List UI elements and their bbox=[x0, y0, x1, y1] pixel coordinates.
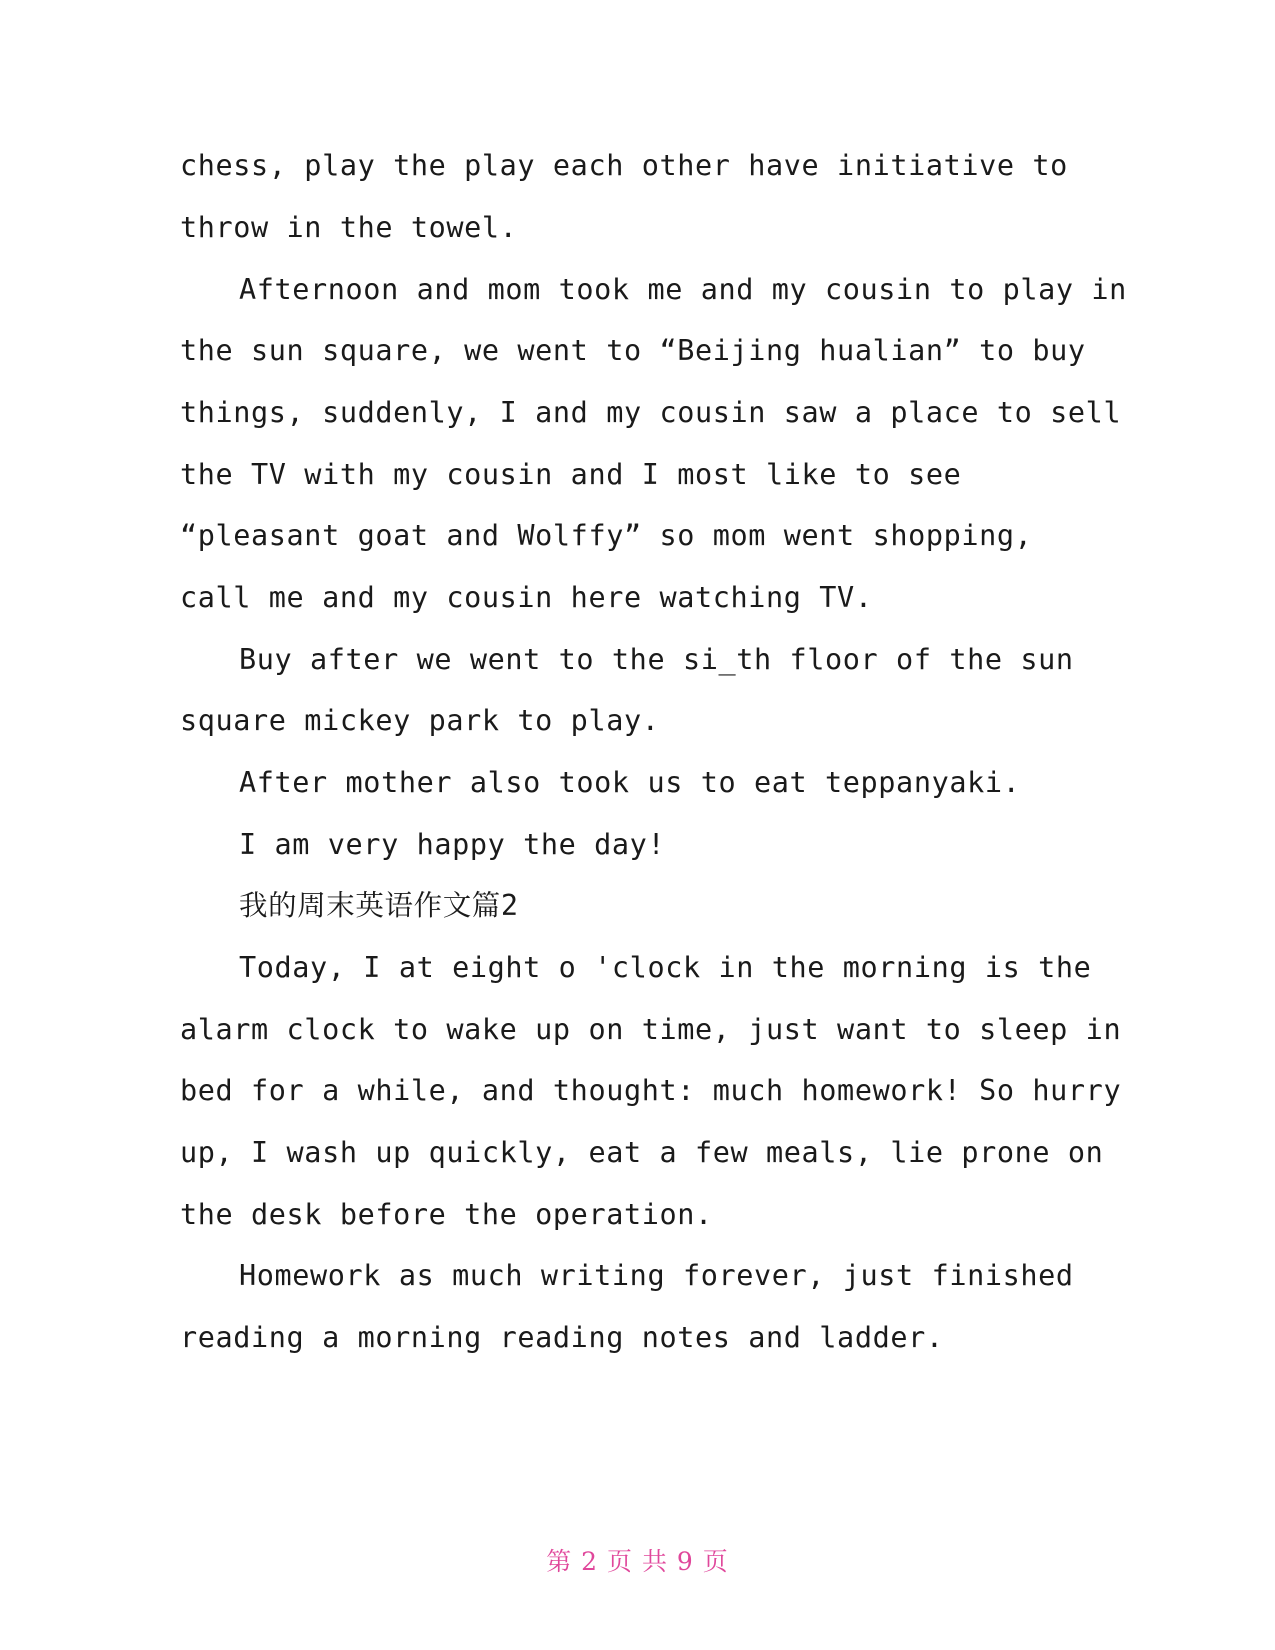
text-line: chess, play the play each other have initiative to bbox=[180, 149, 1068, 182]
text-line: up, I wash up quickly, eat a few meals, lie prone on bbox=[180, 1136, 1104, 1169]
paragraph-start: I am very happy the day! bbox=[239, 828, 666, 861]
text-line: reading a morning reading notes and ladder. bbox=[180, 1321, 944, 1354]
text-line: call me and my cousin here watching TV. bbox=[180, 581, 873, 614]
paragraph-start: Homework as much writing forever, just finished bbox=[239, 1259, 1074, 1292]
page-footer bbox=[0, 1546, 1275, 1578]
paragraph-start: Afternoon and mom took me and my cousin to play in bbox=[239, 273, 1127, 306]
text-line: alarm clock to wake up on time, just want to sleep in bbox=[180, 1013, 1122, 1046]
text-line: the TV with my cousin and I most like to see bbox=[180, 458, 962, 491]
text-line: throw in the towel. bbox=[180, 211, 518, 244]
paragraph-start: Buy after we went to the si_th floor of the sun bbox=[239, 643, 1074, 676]
text-line: things, suddenly, I and my cousin saw a place to sell bbox=[180, 396, 1122, 429]
paragraph-start: Today, I at eight o 'clock in the morning is the bbox=[239, 951, 1092, 984]
paragraph-start: After mother also took us to eat teppanyaki. bbox=[239, 766, 1021, 799]
section-heading: 我的周末英语作文篇2 bbox=[239, 889, 519, 922]
text-line: the desk before the operation. bbox=[180, 1198, 713, 1231]
text-line: bed for a while, and thought: much homework! So hurry bbox=[180, 1074, 1122, 1107]
text-line: the sun square, we went to “Beijing hualian” to buy bbox=[180, 334, 1086, 367]
text-line: square mickey park to play. bbox=[180, 704, 660, 737]
text-line: “pleasant goat and Wolffy” so mom went shopping, bbox=[180, 519, 1033, 552]
page-number-label: 第 2 页 共 9 页 bbox=[546, 1547, 729, 1576]
